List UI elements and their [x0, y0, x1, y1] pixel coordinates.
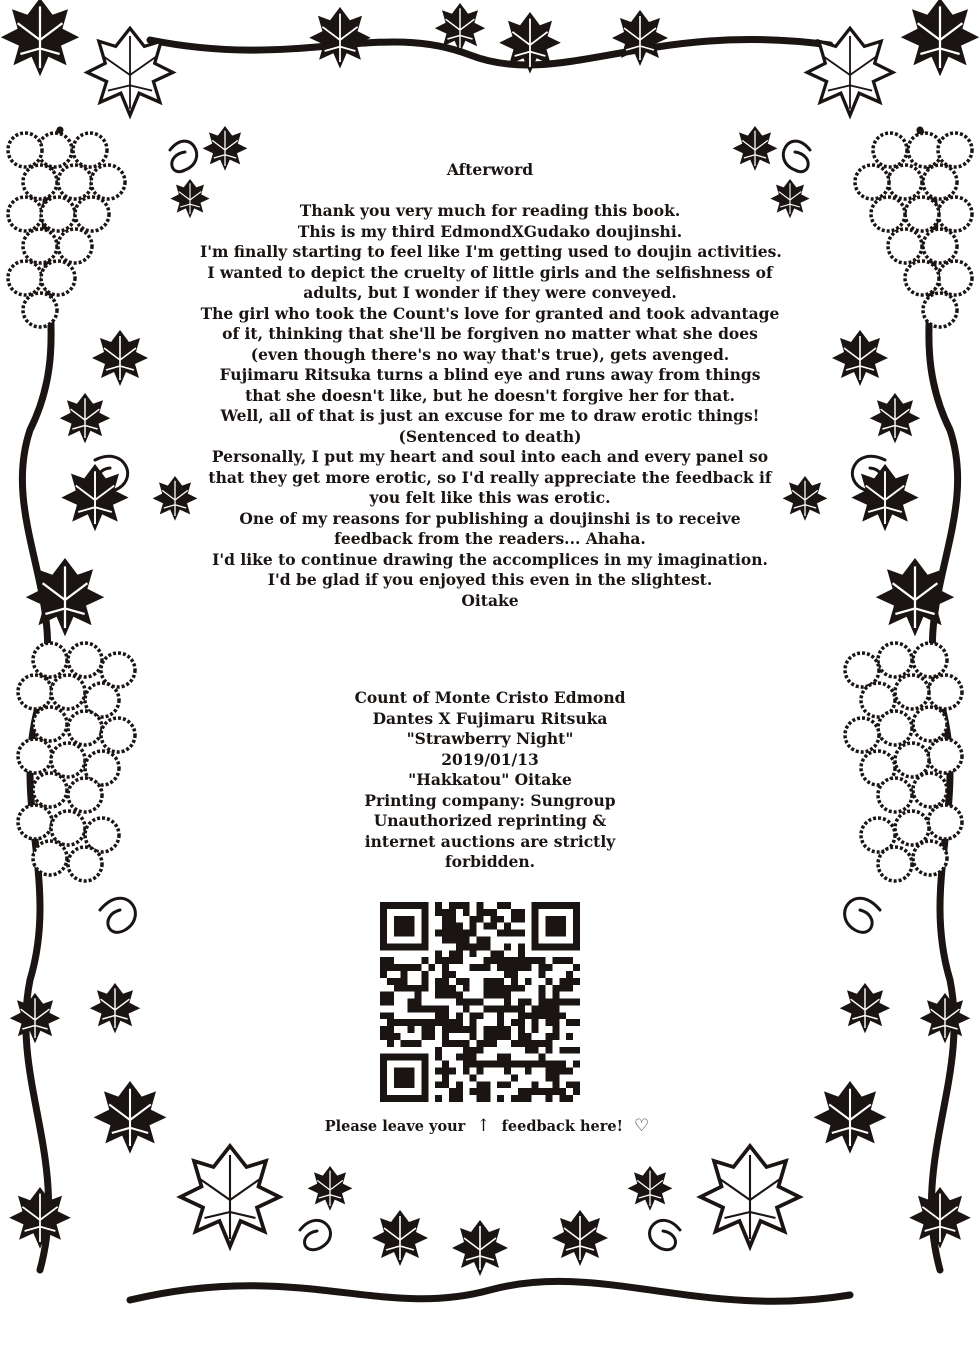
colophon-line: Unauthorized reprinting & [373, 811, 607, 830]
afterword-line: you felt like this was erotic. [369, 488, 611, 507]
feedback-prompt [300, 1116, 680, 1136]
colophon-line: "Hakkatou" Oitake [408, 770, 572, 789]
author-signature: Oitake [461, 590, 519, 610]
afterword-line: (even though there's no way that's true), gets avenged. [250, 344, 730, 364]
colophon [330, 688, 650, 873]
afterword-line: I'd be glad if you enjoyed this even in the slightest. [267, 570, 713, 589]
afterword-line: I wanted to depict the cruelty of little girls and the selfishness of [207, 262, 773, 282]
afterword-line: feedback from the readers... Ahaha. [334, 529, 646, 548]
afterword-line: Fujimaru Ritsuka turns a blind eye and runs away from things [219, 365, 761, 384]
afterword-line: Thank you very much for reading this book. [299, 201, 681, 220]
afterword-line: One of my reasons for publishing a doujinshi is to receive [239, 508, 741, 528]
afterword-body [200, 201, 780, 611]
afterword-line: adults, but I wonder if they were conveyed. [303, 283, 677, 302]
afterword-line: that she doesn't like, but he doesn't forgive her for that. [245, 385, 735, 405]
colophon-line: Printing company: Sungroup [364, 790, 616, 810]
afterword-line: Personally, I put my heart and soul into each and every panel so [211, 447, 769, 466]
colophon-line: internet auctions are strictly [364, 831, 616, 851]
colophon-line: Count of Monte Cristo Edmond [354, 688, 626, 707]
qr-code-icon[interactable] [380, 902, 580, 1102]
colophon-line: forbidden. [444, 852, 536, 871]
afterword-line: of it, thinking that she'll be forgiven no matter what she does [222, 324, 758, 343]
colophon-line: 2019/01/13 [441, 749, 539, 769]
afterword-line: (Sentenced to death) [398, 426, 582, 446]
feedback-text-before: Please leave your [324, 1118, 466, 1135]
arrow-up-icon: ↑ [476, 1116, 491, 1136]
afterword-line: I'd like to continue drawing the accomplices in my imagination. [212, 549, 768, 569]
heart-icon: ♡ [634, 1116, 650, 1136]
colophon-line: Dantes X Fujimaru Ritsuka [372, 708, 608, 728]
afterword-line: The girl who took the Count's love for granted and took advantage [200, 303, 780, 323]
afterword-line: This is my third EdmondXGudako doujinshi. [297, 221, 683, 241]
afterword-line: Well, all of that is just an excuse for me to draw erotic things! [220, 406, 760, 425]
afterword-title: Afterword [446, 160, 534, 179]
afterword-line: that they get more erotic, so I'd really appreciate the feedback if [208, 467, 772, 487]
afterword-line: I'm finally starting to feel like I'm getting used to doujin activities. [200, 242, 782, 261]
feedback-text-after: feedback here! [501, 1118, 623, 1135]
colophon-line: "Strawberry Night" [406, 729, 574, 748]
